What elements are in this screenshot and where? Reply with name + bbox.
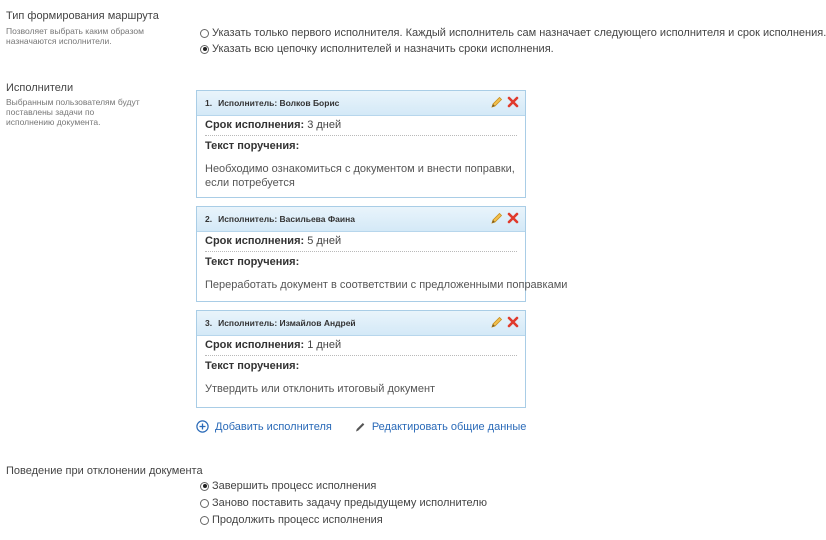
pencil-icon[interactable] bbox=[490, 212, 503, 227]
pencil-icon[interactable] bbox=[490, 96, 503, 111]
route-option-first-only-label: Указать только первого исполнителя. Каждый исполнитель сам назначает следующего исполнителя и срок исполнения. bbox=[212, 27, 826, 39]
executors-title: Исполнители bbox=[6, 82, 74, 94]
executor-term bbox=[205, 232, 517, 252]
assignment-text-label: Текст поручения: bbox=[205, 256, 300, 268]
edit-common-data-link[interactable] bbox=[354, 421, 527, 433]
executor-card-header bbox=[197, 311, 525, 336]
term-label: Срок исполнения: bbox=[205, 339, 305, 351]
reject-behavior-title: Поведение при отклонении документа bbox=[6, 465, 203, 477]
plus-circle-icon bbox=[196, 420, 209, 433]
reject-option-reassign-previous[interactable] bbox=[200, 496, 487, 510]
executor-card-header bbox=[197, 91, 525, 116]
executor-number: 1. bbox=[205, 98, 213, 108]
executor-card-2 bbox=[196, 206, 568, 302]
assignment-text: Утвердить или отклонить итоговый документ bbox=[205, 383, 436, 395]
assignment-text: Переработать документ в соответствии с предложенными поправками bbox=[205, 279, 568, 291]
executor-actions bbox=[196, 420, 526, 433]
delete-x-icon[interactable] bbox=[507, 316, 519, 330]
delete-x-icon[interactable] bbox=[507, 96, 519, 110]
delete-x-icon[interactable] bbox=[507, 212, 519, 226]
executor-number: 3. bbox=[205, 318, 213, 328]
executors-description: Выбранным пользователям будут поставлены задачи по исполнению документа. bbox=[6, 97, 140, 127]
edit-common-data-label: Редактировать общие данные bbox=[371, 420, 527, 433]
route-type-title: Тип формирования маршрута bbox=[6, 10, 159, 22]
executor-card-1 bbox=[196, 90, 526, 198]
term-value: 3 дней bbox=[307, 119, 342, 131]
reject-option-finish[interactable] bbox=[200, 479, 376, 493]
radio-reassign-previous[interactable] bbox=[200, 499, 209, 508]
reject-option-continue-label: Продолжить процесс исполнения bbox=[212, 514, 383, 526]
executor-name: Исполнитель: Измайлов Андрей bbox=[218, 318, 356, 328]
radio-first-only[interactable] bbox=[200, 29, 209, 38]
assignment-text: Необходимо ознакомиться с документом и внести поправки, если потребуется bbox=[205, 163, 515, 189]
radio-finish[interactable] bbox=[200, 482, 209, 491]
pencil-icon[interactable] bbox=[490, 316, 503, 331]
executor-card-header bbox=[197, 207, 525, 232]
reject-option-continue[interactable] bbox=[200, 513, 383, 527]
executor-number: 2. bbox=[205, 214, 213, 224]
route-option-full-chain[interactable] bbox=[200, 42, 554, 56]
add-executor-label: Добавить исполнителя bbox=[215, 420, 332, 433]
route-type-description: Позволяет выбрать каким образом назначаются исполнители. bbox=[6, 26, 144, 46]
pencil-icon bbox=[354, 421, 366, 433]
radio-full-chain[interactable] bbox=[200, 45, 209, 54]
executor-card-3 bbox=[196, 310, 526, 408]
add-executor-link[interactable] bbox=[196, 420, 332, 433]
executor-name: Исполнитель: Васильева Фаина bbox=[218, 214, 355, 224]
reject-option-reassign-previous-label: Заново поставить задачу предыдущему исполнителю bbox=[212, 497, 487, 509]
executor-term bbox=[205, 116, 517, 136]
radio-continue[interactable] bbox=[200, 516, 209, 525]
term-label: Срок исполнения: bbox=[205, 235, 305, 247]
reject-option-finish-label: Завершить процесс исполнения bbox=[212, 480, 377, 492]
route-option-first-only[interactable] bbox=[200, 26, 826, 40]
assignment-text-label: Текст поручения: bbox=[205, 360, 300, 372]
term-value: 5 дней bbox=[307, 235, 342, 247]
term-value: 1 дней bbox=[307, 339, 342, 351]
executor-term bbox=[205, 336, 517, 356]
route-option-full-chain-label: Указать всю цепочку исполнителей и назначить сроки исполнения. bbox=[212, 43, 554, 55]
term-label: Срок исполнения: bbox=[205, 119, 305, 131]
executor-name: Исполнитель: Волков Борис bbox=[218, 98, 340, 108]
assignment-text-label: Текст поручения: bbox=[205, 140, 300, 152]
